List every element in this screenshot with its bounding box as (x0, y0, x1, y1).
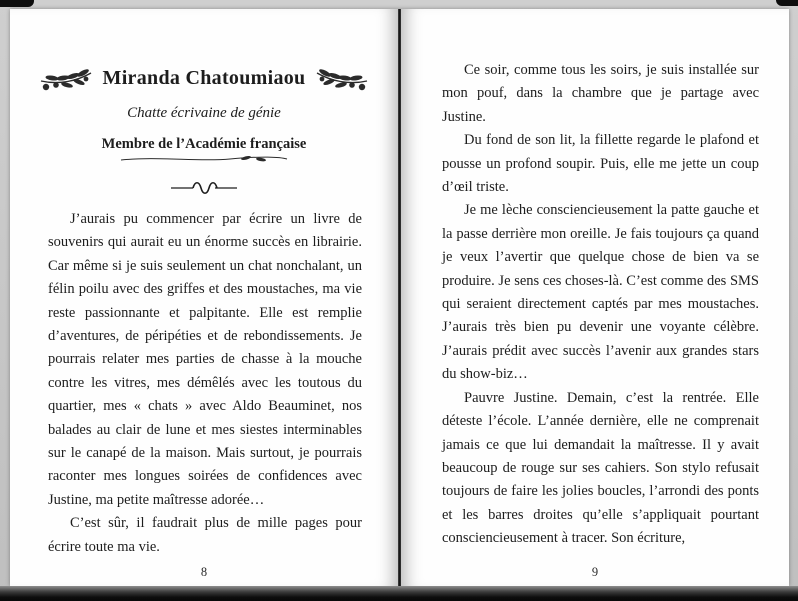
paragraph: J’aurais pu commencer par écrire un livre de souvenirs qui aurait eu un énorme succès en librairie. Car même si je suis seulement un chat nonchalant, un félin poilu avec des griffes et des moustaches, ma vie reste passionnante et palpitante. Elle est remplie d’aventures, de péripéties et de rebondissements. Je pourrais relater mes parties de chasse à la mouche contre les vitres, mes démêlés avec les toutous du quartier, mes « chats » avec Aldo Beauminet, nos balades au clair de lune et mes siestes interminables sur le canapé de la maison. Mais surtout, je pourrais raconter mes longues soirées de confidences avec Justine, ma petite maîtresse adorée… (48, 211, 362, 508)
scan-shadow-top-right (776, 0, 798, 6)
chapter-subtitle: Chatte écrivaine de génie (127, 105, 281, 121)
chapter-affiliation: Membre de l’Académie française (101, 136, 307, 152)
flourish-underline-icon (10, 153, 398, 165)
page-left (10, 9, 398, 586)
page-number-left: 8 (200, 565, 208, 579)
page-right (401, 9, 789, 586)
page-number-right: 9 (591, 565, 599, 579)
book-spread (10, 9, 789, 586)
paragraph: Du fond de son lit, la fillette regarde le plafond et pousse un profond soupir. Puis, elle me jette un coup d’œil triste. (442, 132, 759, 196)
olive-branch-left-icon (39, 63, 93, 93)
paragraph: Je me lèche consciencieusement la patte gauche et la passe derrière mon oreille. Je fais toujours ça quand je veux l’avertir que quelque chose de bien va se produire. Je sens ces choses-là. C’est comme des SMS qui seraient directement captés par mes moustaches. J’aurais très bien pu devenir une voyante célèbre. J’aurais prédit avec succès l’avenir aux grandes stars du show-biz… (442, 202, 759, 383)
olive-branch-right-icon (315, 63, 369, 93)
paragraph: Ce soir, comme tous les soirs, je suis installée sur mon pouf, dans la chambre que je partage avec Justine. (442, 62, 759, 125)
page-right-text (442, 9, 759, 551)
page-left-text (48, 208, 362, 559)
scan-shadow-top-left (0, 0, 34, 7)
section-divider-icon (10, 179, 398, 195)
chapter-title: Miranda Chatoumiaou (102, 66, 306, 89)
chapter-header (10, 9, 398, 195)
paragraph: Pauvre Justine. Demain, c’est la rentrée. Elle déteste l’école. L’année dernière, elle ne comprenait jamais ce que lui demandait la maîtresse. Il y avait beaucoup de rouge sur ses cahiers. Son stylo refusait toujours de faire les jolies boucles, l’arrondi des ponts et les barres droites qu’elle s’appliquait pourtant consciencieusement à tracer. Son écriture, (442, 389, 759, 547)
paragraph: C’est sûr, il faudrait plus de mille pages pour écrire toute ma vie. (48, 515, 362, 555)
chapter-title-row (10, 63, 398, 93)
scan-shadow-bottom (0, 586, 798, 601)
